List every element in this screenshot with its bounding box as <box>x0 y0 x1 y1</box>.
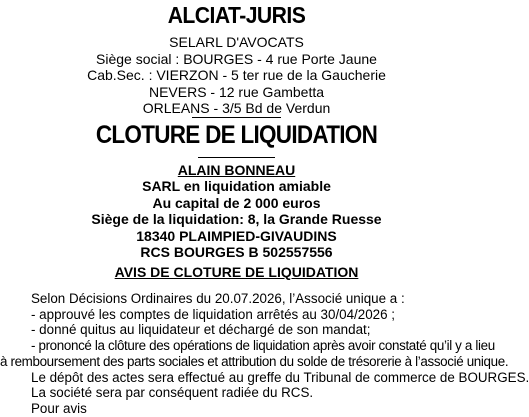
avis-line: Selon Décisions Ordinaires du 20.07.2026, l’Associé unique a : <box>31 291 405 306</box>
company-name: ALAIN BONNEAU <box>177 162 296 178</box>
company-postal-city: 18340 PLAIMPIED-GIVAUDINS <box>136 227 337 244</box>
firm-secondary-office: Cab.Sec. : VIERZON - 5 ter rue de la Gaucherie <box>87 67 386 84</box>
notice-title: CLOTURE DE LIQUIDATION <box>95 121 378 149</box>
avis-title: AVIS DE CLOTURE DE LIQUIDATION <box>114 264 359 280</box>
avis-line: - donné quitus au liquidateur et déchargé de son mandat; <box>31 322 371 338</box>
avis-line: - prononcé la clôture des opérations de liquidation après avoir constaté qu’il y a lieu <box>31 338 495 354</box>
divider-middle <box>198 157 275 158</box>
avis-line: à remboursement des parts sociales et attribution du solde de trésorerie à l’associé unique. <box>0 353 509 369</box>
avis-body <box>0 291 529 417</box>
firm-type: SELARL D'AVOCATS <box>169 34 304 50</box>
company-capital: Au capital de 2 000 euros <box>152 194 321 211</box>
company-legal-form: SARL en liquidation amiable <box>142 178 331 195</box>
law-firm-name: ALCIAT-JURIS <box>167 2 306 28</box>
company-block <box>0 162 473 260</box>
divider-top <box>192 117 281 118</box>
company-liquidation-seat: Siège de la liquidation: 8, la Grande Ruesse <box>91 211 382 228</box>
avis-line: - approuvé les comptes de liquidation arrêtés au 30/04/2026 ; <box>31 306 396 322</box>
law-firm-details <box>0 34 473 117</box>
company-rcs: RCS BOURGES B 502557556 <box>140 244 333 261</box>
avis-line: Pour avis <box>31 400 87 416</box>
firm-office-orleans: ORLEANS - 3/5 Bd de Verdun <box>142 100 331 117</box>
firm-head-office: Siège social : BOURGES - 4 rue Porte Jaune <box>96 50 377 67</box>
avis-line: Le dépôt des actes sera effectué au greffe du Tribunal de commerce de BOURGES. <box>31 369 529 385</box>
avis-line: La société sera par conséquent radiée du RCS. <box>31 385 314 401</box>
firm-office-nevers: NEVERS - 12 rue Gambetta <box>148 83 325 100</box>
